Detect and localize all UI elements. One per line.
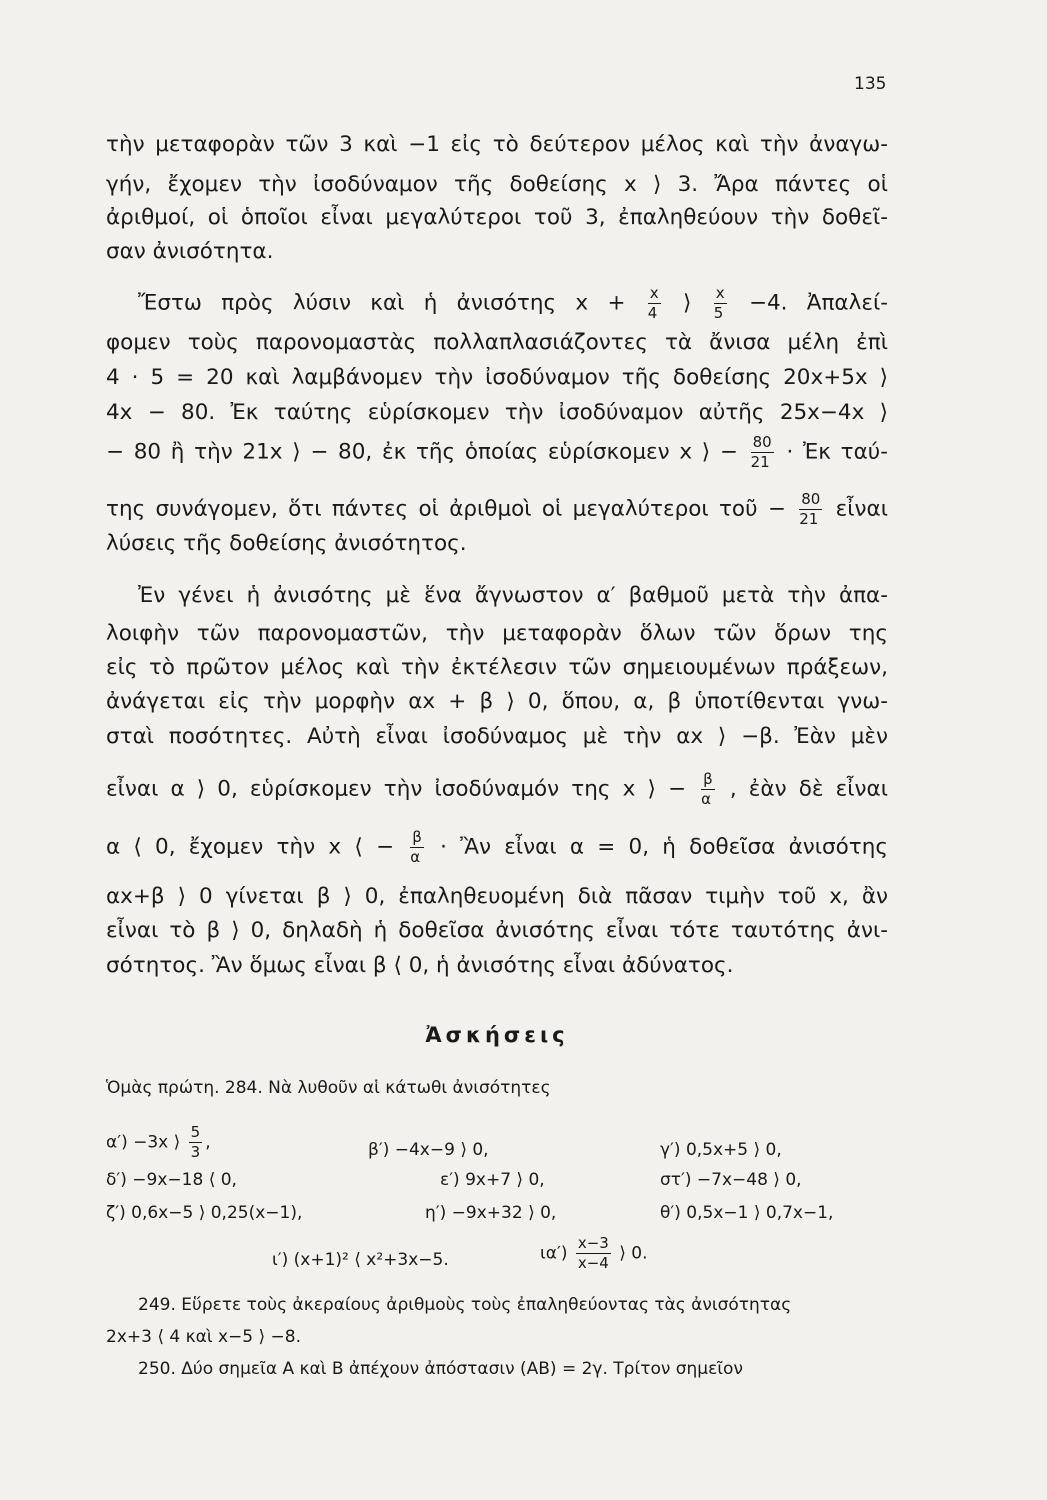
page-number: 135 <box>854 74 887 94</box>
exercise-b: β′) −4x−9 ⟩ 0, <box>368 1140 489 1160</box>
eq-text: Ἔστω πρὸς λύσιν καὶ ἡ ἀνισότης x + <box>138 290 626 316</box>
exercise-d: δ′) −9x−18 ⟨ 0, <box>106 1170 237 1190</box>
equation-line <box>106 830 888 865</box>
text-line: φομεν τοὺς παρονομαστὰς πολλαπλασιάζοντες τὰ ἄνισα μέλη ἐπὶ <box>106 330 888 355</box>
fraction: $\frac{\beta}{\alpha}$ <box>410 828 422 866</box>
section-heading: Ἀσκήσεις <box>425 1023 569 1047</box>
exercise-z: ζ′) 0,6x−5 ⟩ 0,25(x−1), <box>106 1203 303 1223</box>
text-line: ἀνάγεται εἰς τὴν μορφὴν αx + β ⟩ 0, ὅπου, α, β ὑποτίθενται γνω- <box>106 689 888 714</box>
equation-line <box>138 286 888 321</box>
fraction: $\frac{80}{21}$ <box>750 433 772 471</box>
eq-text: α ⟨ 0, ἔχομεν τὴν x ⟨ − <box>106 834 394 860</box>
text-line: εἶναι τὸ β ⟩ 0, δηλαδὴ ἡ δοθεῖσα ἀνισότης εἶναι τότε ταυτότης ἀνι- <box>106 918 888 943</box>
exercise-i: ι′) (x+1)² ⟨ x²+3x−5. <box>272 1250 449 1270</box>
eq-text: · Ἂν εἶναι α = 0, ἡ δοθεῖσα ἀνισότης <box>440 834 888 860</box>
exercise-h: η′) −9x+32 ⟩ 0, <box>425 1203 557 1223</box>
fraction: $\frac{x-3}{x-4}$ <box>577 1234 609 1272</box>
text-line: σταὶ ποσότητες. Αὐτὴ εἶναι ἰσοδύναμος μὲ τὴν αx ⟩ −β. Ἐὰν μὲν <box>106 724 888 749</box>
eq-text: ⟩ <box>683 290 692 316</box>
text-line: τὴν μεταφορὰν τῶν 3 καὶ −1 εἰς τὸ δεύτερον μέλος καὶ τὴν ἀναγω- <box>106 132 888 157</box>
eq-text: εἶναι α ⟩ 0, εὑρίσκομεν τὴν ἰσοδύναμόν της x ⟩ − <box>106 776 686 802</box>
text-line: ἀριθμοί, οἱ ὁποῖοι εἶναι μεγαλύτεροι τοῦ 3, ἐπαληθεύουν τὴν δοθεῖ- <box>106 205 888 230</box>
exercise-e: ε′) 9x+7 ⟩ 0, <box>440 1170 545 1190</box>
equation-line <box>106 772 888 807</box>
problem-249: 249. Εὕρετε τοὺς ἀκεραίους ἀριθμοὺς τοὺς ἐπαληθεύοντας τὰς ἀνισότητας <box>138 1295 792 1315</box>
exercise-st: στ′) −7x−48 ⟩ 0, <box>660 1170 802 1190</box>
text-line: σαν ἀνισότητα. <box>106 239 274 264</box>
eq-text: της συνάγομεν, ὅτι πάντες οἱ ἀριθμοὶ οἱ μεγαλύτεροι τοῦ − <box>106 496 786 522</box>
eq-text: , ἐὰν δὲ εἶναι <box>729 776 888 802</box>
exercises-intro: Ὁμὰς πρώτη. 284. Νὰ λυθοῦν αἱ κάτωθι ἀνισότητες <box>106 1078 551 1098</box>
eq-text: −4. Ἀπαλεί- <box>748 290 888 316</box>
exercise-g: γ′) 0,5x+5 ⟩ 0, <box>660 1140 782 1160</box>
text-line: 4x − 80. Ἐκ ταύτης εὑρίσκομεν τὴν ἰσοδύναμον αὐτῆς 25x−4x ⟩ <box>106 400 888 425</box>
fraction: $\frac{80}{21}$ <box>799 490 821 528</box>
text-line: 4 · 5 = 20 καὶ λαμβάνομεν τὴν ἰσοδύναμον τῆς δοθείσης 20x+5x ⟩ <box>106 365 888 390</box>
text-line: λοιφὴν τῶν παρονομαστῶν, τὴν μεταφορὰν ὅλων τῶν ὅρων της <box>106 621 888 646</box>
fraction: $\frac{5}{3}$ <box>190 1123 201 1161</box>
fraction: $\frac{\beta}{\alpha}$ <box>701 770 713 808</box>
text-line: λύσεις τῆς δοθείσης ἀνισότητος. <box>106 531 467 556</box>
text-line: σότητος. Ἂν ὅμως εἶναι β ⟨ 0, ἡ ἀνισότης εἶναι ἀδύνατος. <box>106 953 734 978</box>
exercise-a: α′) −3x ⟩ $\frac{5}{3}$ , <box>106 1123 211 1161</box>
eq-text: · Ἐκ ταύ- <box>786 439 888 465</box>
equation-line <box>106 435 888 470</box>
equation-line <box>106 492 888 527</box>
eq-text: − 80 ἢ τὴν 21x ⟩ − 80, ἐκ τῆς ὁποίας εὑρίσκομεν x ⟩ − <box>106 439 738 465</box>
problem-250: 250. Δύο σημεῖα Α καὶ Β ἀπέχουν ἀπόστασιν (ΑΒ) = 2γ. Τρίτον σημεῖον <box>138 1359 743 1379</box>
text-line: γήν, ἔχομεν τὴν ἰσοδύναμον τῆς δοθείσης x ⟩ 3. Ἄρα πάντες οἱ <box>106 172 888 197</box>
text-line: αx+β ⟩ 0 γίνεται β ⟩ 0, ἐπαληθευομένη διὰ πᾶσαν τιμὴν τοῦ x, ἂν <box>106 884 888 909</box>
text-line: Ἐν γένει ἡ ἀνισότης μὲ ἕνα ἄγνωστον α′ βαθμοῦ μετὰ τὴν ἀπα- <box>138 583 888 608</box>
problem-249-cont: 2x+3 ⟨ 4 καὶ x−5 ⟩ −8. <box>106 1327 302 1347</box>
eq-text: εἶναι <box>835 496 888 522</box>
exercise-ia: ια′) $\frac{x-3}{x-4}$ ⟩ 0. <box>540 1234 648 1272</box>
exercise-th: θ′) 0,5x−1 ⟩ 0,7x−1, <box>660 1203 834 1223</box>
fraction: $\frac{x}{5}$ <box>713 284 725 322</box>
text-line: εἰς τὸ πρῶτον μέλος καὶ τὴν ἐκτέλεσιν τῶν σημειουμένων πράξεων, <box>106 655 888 680</box>
fraction: $\frac{x}{4}$ <box>647 284 659 322</box>
